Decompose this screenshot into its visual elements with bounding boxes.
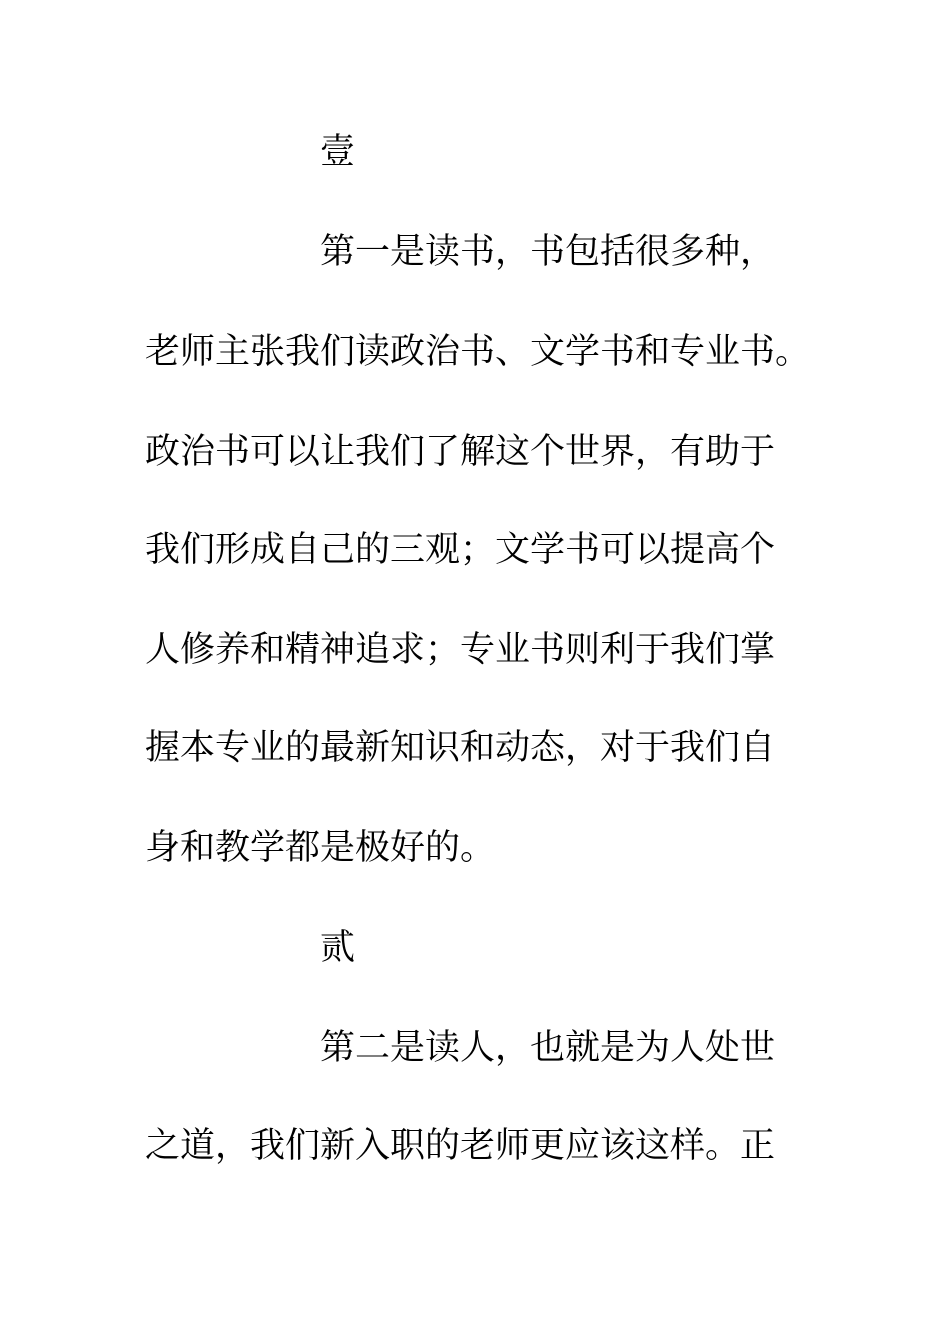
paragraph-line: 人修养和精神追求；专业书则利于我们掌 (145, 630, 776, 670)
paragraph-line: 老师主张我们读政治书、文学书和专业书。 (145, 332, 811, 372)
paragraph-line: 握本专业的最新知识和动态，对于我们自 (145, 728, 776, 768)
section-heading-1: 壹 (320, 132, 356, 172)
paragraph-line: 政治书可以让我们了解这个世界，有助于 (145, 432, 776, 472)
paragraph-line: 之道，我们新入职的老师更应该这样。正 (145, 1126, 776, 1166)
section-heading-2: 贰 (320, 928, 356, 968)
paragraph-line: 我们形成自己的三观；文学书可以提高个 (145, 530, 776, 570)
paragraph-line: 身和教学都是极好的。 (145, 828, 496, 868)
paragraph-line: 第二是读人，也就是为人处世 (320, 1028, 776, 1068)
paragraph-line: 第一是读书，书包括很多种， (320, 232, 776, 272)
